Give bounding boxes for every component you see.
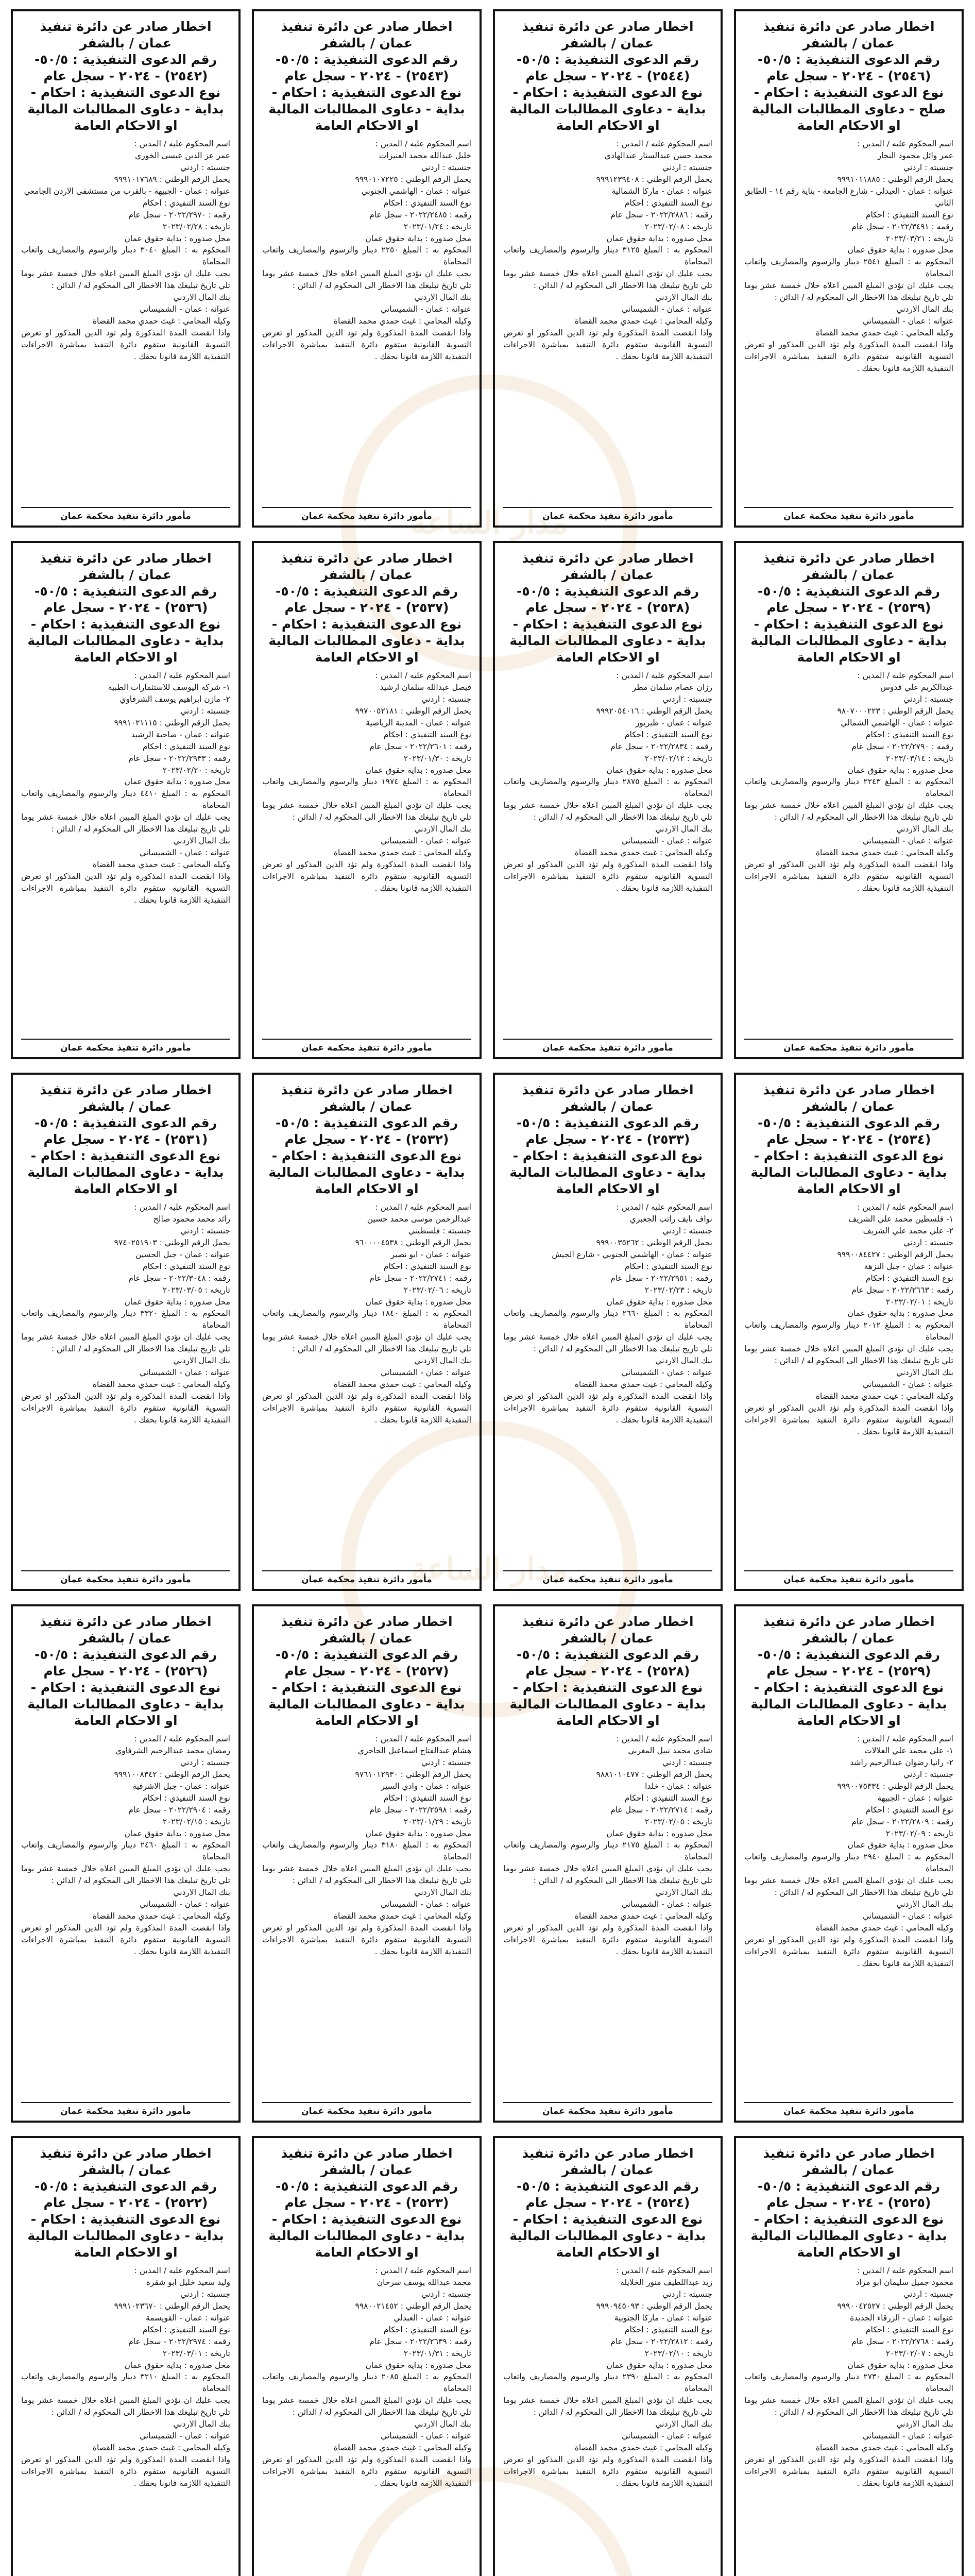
execution-notice <box>11 9 241 528</box>
execution-notice <box>493 541 723 1059</box>
execution-notice <box>252 2136 482 2576</box>
notice-title: اخطار صادر عن دائرة تنفيذ عمان / بالشفر رقم الدعوى التنفيذية : ٥٠/٥-(٢٥٤٦) - ٢٠٢٤ - سجل عام نوع الدعوى التنفيذية : احكام - صلح - دعاوى المطالبات المالية او الاحكام العامة <box>751 19 946 133</box>
execution-notice <box>11 541 241 1059</box>
notice-title: اخطار صادر عن دائرة تنفيذ عمان / بالشفر رقم الدعوى التنفيذية : ٥٠/٥-(٢٥٢٦) - ٢٠٢٤ - سجل عام نوع الدعوى التنفيذية : احكام - بداية - دعاوى المطالبات المالية او الاحكام العامة <box>27 1614 224 1728</box>
execution-notice <box>252 1073 482 1591</box>
execution-notice <box>493 1073 723 1591</box>
notice-body: اسم المحكوم عليه / المدين : محمد حسن عبدالستار عبدالهادي جنسيته : اردني يحمل الرقم الوطني : ٩٩٩١٢٣٩٤٠٨ عنوانه : عمان - ماركا الشمالية نوع السند التنفيذي : احكام رقمه : ٢٠٢٢/٢٨٨٦ - سجل عام تاريخه : ٢٠٢٣/٠٢/٠٨ محل صدوره : بداية حقوق عمان المحكوم به : المبلغ ٣١٢٥ دينار والرسوم والمصاريف واتعاب المحاماة يجب عليك ان تؤدي المبلغ المبين اعلاه خلال خمسة عشر يوما تلي تاريخ تبليغك هذا الاخطار الى المحكوم له / الدائن : بنك المال الاردني عنوانه : عمان - الشميساني وكيله المحامي : غيث حمدي محمد القضاة واذا انقضت المدة المذكورة ولم تؤد الدين المذكور او تعرض التسوية القانونية ستقوم دائرة التنفيذ بمباشرة الاجراءات التنفيذية اللازمة قانونا بحقك . <box>503 139 712 361</box>
execution-notice <box>734 1073 964 1591</box>
notice-title: اخطار صادر عن دائرة تنفيذ عمان / بالشفر رقم الدعوى التنفيذية : ٥٠/٥-(٢٥٣٩) - ٢٠٢٤ - سجل عام نوع الدعوى التنفيذية : احكام - بداية - دعاوى المطالبات المالية او الاحكام العامة <box>750 551 947 665</box>
notice-title: اخطار صادر عن دائرة تنفيذ عمان / بالشفر رقم الدعوى التنفيذية : ٥٠/٥-(٢٥٤٢) - ٢٠٢٤ - سجل عام نوع الدعوى التنفيذية : احكام - بداية - دعاوى المطالبات المالية او الاحكام العامة <box>27 19 224 133</box>
execution-notice <box>252 541 482 1059</box>
notice-footer: مأمور دائرة تنفيذ محكمة عمان <box>503 507 712 521</box>
notice-footer: مأمور دائرة تنفيذ محكمة عمان <box>503 1039 712 1053</box>
notice-title: اخطار صادر عن دائرة تنفيذ عمان / بالشفر رقم الدعوى التنفيذية : ٥٠/٥-(٢٥٤٤) - ٢٠٢٤ - سجل عام نوع الدعوى التنفيذية : احكام - بداية - دعاوى المطالبات المالية او الاحكام العامة <box>509 19 706 133</box>
notice-title: اخطار صادر عن دائرة تنفيذ عمان / بالشفر رقم الدعوى التنفيذية : ٥٠/٥-(٢٥٢٩) - ٢٠٢٤ - سجل عام نوع الدعوى التنفيذية : احكام - بداية - دعاوى المطالبات المالية او الاحكام العامة <box>750 1614 947 1728</box>
execution-notice <box>493 2136 723 2576</box>
notice-body: اسم المحكوم عليه / المدين : ١- فلسطين محمد علي الشريف ٢- علي محمد علي الشريف جنسيته : اردني يحمل الرقم الوطني : ٩٩٩٠٠٨٤٤٢٧ عنوانه : عمان - جبل النزهة نوع السند التنفيذي : احكام رقمه : ٢٠٢٢/٢٦٦٣ - سجل عام تاريخه : ٢٠٢٣/٠٢/٠١ محل صدوره : بداية حقوق عمان المحكوم به : المبلغ ٢٠١٢ دينار والرسوم والمصاريف واتعاب المحاماة يجب عليك ان تؤدي المبلغ المبين اعلاه خلال خمسة عشر يوما تلي تاريخ تبليغك هذا الاخطار الى المحكوم له / الدائن : بنك المال الاردني عنوانه : عمان - الشميساني وكيله المحامي : غيث حمدي محمد القضاة واذا انقضت المدة المذكورة ولم تؤد الدين المذكور او تعرض التسوية القانونية ستقوم دائرة التنفيذ بمباشرة الاجراءات التنفيذية اللازمة قانونا بحقك . <box>744 1202 953 1436</box>
notice-body: اسم المحكوم عليه / المدين : هشام عبدالفتاح اسماعيل الحاجري جنسيته : اردني يحمل الرقم الوطني : ٩٧٦١٠١٢٩٣٠ عنوانه : عمان - وادي السير نوع السند التنفيذي : احكام رقمه : ٢٠٢٢/٢٥٩٨ - سجل عام تاريخه : ٢٠٢٣/٠١/٢٩ محل صدوره : بداية حقوق عمان المحكوم به : المبلغ ٣١٨٠ دينار والرسوم والمصاريف واتعاب المحاماة يجب عليك ان تؤدي المبلغ المبين اعلاه خلال خمسة عشر يوما تلي تاريخ تبليغك هذا الاخطار الى المحكوم له / الدائن : بنك المال الاردني عنوانه : عمان - الشميساني وكيله المحامي : غيث حمدي محمد القضاة واذا انقضت المدة المذكورة ولم تؤد الدين المذكور او تعرض التسوية القانونية ستقوم دائرة التنفيذ بمباشرة الاجراءات التنفيذية اللازمة قانونا بحقك . <box>262 1734 471 1956</box>
execution-notice <box>734 1604 964 2123</box>
notice-title: اخطار صادر عن دائرة تنفيذ عمان / بالشفر رقم الدعوى التنفيذية : ٥٠/٥-(٢٥٤٣) - ٢٠٢٤ - سجل عام نوع الدعوى التنفيذية : احكام - بداية - دعاوى المطالبات المالية او الاحكام العامة <box>268 19 465 133</box>
notice-title: اخطار صادر عن دائرة تنفيذ عمان / بالشفر رقم الدعوى التنفيذية : ٥٠/٥-(٢٥٣٨) - ٢٠٢٤ - سجل عام نوع الدعوى التنفيذية : احكام - بداية - دعاوى المطالبات المالية او الاحكام العامة <box>509 551 706 665</box>
execution-notice <box>252 1604 482 2123</box>
notice-footer: مأمور دائرة تنفيذ محكمة عمان <box>744 507 953 521</box>
execution-notice <box>734 541 964 1059</box>
execution-notice <box>11 2136 241 2576</box>
notice-body: اسم المحكوم عليه / المدين : زيد عبداللطيف منور الخلايلة جنسيته : اردني يحمل الرقم الوطني : ٩٩٩٠٩٤٥٠٩٣ عنوانه : عمان - ماركا الجنوبية نوع السند التنفيذي : احكام رقمه : ٢٠٢٢/٢٨١٢ - سجل عام تاريخه : ٢٠٢٣/٠٢/١٠ محل صدوره : بداية حقوق عمان المحكوم به : المبلغ ٢٣٩٠ دينار والرسوم والمصاريف واتعاب المحاماة يجب عليك ان تؤدي المبلغ المبين اعلاه خلال خمسة عشر يوما تلي تاريخ تبليغك هذا الاخطار الى المحكوم له / الدائن : بنك المال الاردني عنوانه : عمان - الشميساني وكيله المحامي : غيث حمدي محمد القضاة واذا انقضت المدة المذكورة ولم تؤد الدين المذكور او تعرض التسوية القانونية ستقوم دائرة التنفيذ بمباشرة الاجراءات التنفيذية اللازمة قانونا بحقك . <box>503 2266 712 2488</box>
notice-body: اسم المحكوم عليه / المدين : فيصل عبدالله سلمان ارشيد جنسيته : اردني يحمل الرقم الوطني : ٩٩٧٠٠٥٢١٨١ عنوانه : عمان - المدينة الرياضية نوع السند التنفيذي : احكام رقمه : ٢٠٢٢/٢٦٠١ - سجل عام تاريخه : ٢٠٢٣/٠١/٣٠ محل صدوره : بداية حقوق عمان المحكوم به : المبلغ ١٩٧٤ دينار والرسوم والمصاريف واتعاب المحاماة يجب عليك ان تؤدي المبلغ المبين اعلاه خلال خمسة عشر يوما تلي تاريخ تبليغك هذا الاخطار الى المحكوم له / الدائن : بنك المال الاردني عنوانه : عمان - الشميساني وكيله المحامي : غيث حمدي محمد القضاة واذا انقضت المدة المذكورة ولم تؤد الدين المذكور او تعرض التسوية القانونية ستقوم دائرة التنفيذ بمباشرة الاجراءات التنفيذية اللازمة قانونا بحقك . <box>262 671 471 893</box>
notice-title: اخطار صادر عن دائرة تنفيذ عمان / بالشفر رقم الدعوى التنفيذية : ٥٠/٥-(٢٥٣٦) - ٢٠٢٤ - سجل عام نوع الدعوى التنفيذية : احكام - بداية - دعاوى المطالبات المالية او الاحكام العامة <box>27 551 224 665</box>
notice-footer: مأمور دائرة تنفيذ محكمة عمان <box>503 1570 712 1585</box>
notice-body: اسم المحكوم عليه / المدين : ١- علي محمد علي العلالات ٢- رانيا رضوان عبدالرحيم راشد جنسيته : اردني يحمل الرقم الوطني : ٩٩٩٠٠٧٥٣٣٤ عنوانه : عمان - الجبيهة نوع السند التنفيذي : احكام رقمه : ٢٠٢٢/٢٨٠٩ - سجل عام تاريخه : ٢٠٢٣/٠٢/٠٩ محل صدوره : بداية حقوق عمان المحكوم به : المبلغ ٢٩٤٠ دينار والرسوم والمصاريف واتعاب المحاماة يجب عليك ان تؤدي المبلغ المبين اعلاه خلال خمسة عشر يوما تلي تاريخ تبليغك هذا الاخطار الى المحكوم له / الدائن : بنك المال الاردني عنوانه : عمان - الشميساني وكيله المحامي : غيث حمدي محمد القضاة واذا انقضت المدة المذكورة ولم تؤد الدين المذكور او تعرض التسوية القانونية ستقوم دائرة التنفيذ بمباشرة الاجراءات التنفيذية اللازمة قانونا بحقك . <box>744 1734 953 1968</box>
notice-body: اسم المحكوم عليه / المدين : عبدالكريم علي قدوس جنسيته : اردني يحمل الرقم الوطني : ٩٨٠٧٠٠٠٢٢٣ عنوانه : عمان - الهاشمي الشمالي نوع السند التنفيذي : احكام رقمه : ٢٠٢٢/٢٧٩٠ - سجل عام تاريخه : ٢٠٢٣/٠٣/١٤ محل صدوره : بداية حقوق عمان المحكوم به : المبلغ ٢٢٤٣ دينار والرسوم والمصاريف واتعاب المحاماة يجب عليك ان تؤدي المبلغ المبين اعلاه خلال خمسة عشر يوما تلي تاريخ تبليغك هذا الاخطار الى المحكوم له / الدائن : بنك المال الاردني عنوانه : عمان - الشميساني وكيله المحامي : غيث حمدي محمد القضاة واذا انقضت المدة المذكورة ولم تؤد الدين المذكور او تعرض التسوية القانونية ستقوم دائرة التنفيذ بمباشرة الاجراءات التنفيذية اللازمة قانونا بحقك . <box>744 671 953 893</box>
execution-notice <box>493 1604 723 2123</box>
notice-title: اخطار صادر عن دائرة تنفيذ عمان / بالشفر رقم الدعوى التنفيذية : ٥٠/٥-(٢٥٢٥) - ٢٠٢٤ - سجل عام نوع الدعوى التنفيذية : احكام - بداية - دعاوى المطالبات المالية او الاحكام العامة <box>750 2146 947 2260</box>
notice-body: اسم المحكوم عليه / المدين : عبدالرحمن موسى محمد حسين جنسيته : فلسطيني يحمل الرقم الوطني : ٩٦٠٠٠٠٤٥٣٨ عنوانه : عمان - ابو نصير نوع السند التنفيذي : احكام رقمه : ٢٠٢٢/٢٧٤١ - سجل عام تاريخه : ٢٠٢٣/٠٢/٠٦ محل صدوره : بداية حقوق عمان المحكوم به : المبلغ ١٨٤٠ دينار والرسوم والمصاريف واتعاب المحاماة يجب عليك ان تؤدي المبلغ المبين اعلاه خلال خمسة عشر يوما تلي تاريخ تبليغك هذا الاخطار الى المحكوم له / الدائن : بنك المال الاردني عنوانه : عمان - الشميساني وكيله المحامي : غيث حمدي محمد القضاة واذا انقضت المدة المذكورة ولم تؤد الدين المذكور او تعرض التسوية القانونية ستقوم دائرة التنفيذ بمباشرة الاجراءات التنفيذية اللازمة قانونا بحقك . <box>262 1202 471 1425</box>
notice-body: اسم المحكوم عليه / المدين : رائد محمد محمود صالح جنسيته : اردني يحمل الرقم الوطني : ٩٧٤٠٢٥١٩٠٣ عنوانه : عمان - جبل الحسين نوع السند التنفيذي : احكام رقمه : ٢٠٢٢/٣٠٤٨ - سجل عام تاريخه : ٢٠٢٣/٠٣/٠٥ محل صدوره : بداية حقوق عمان المحكوم به : المبلغ ٣٣٢٠ دينار والرسوم والمصاريف واتعاب المحاماة يجب عليك ان تؤدي المبلغ المبين اعلاه خلال خمسة عشر يوما تلي تاريخ تبليغك هذا الاخطار الى المحكوم له / الدائن : بنك المال الاردني عنوانه : عمان - الشميساني وكيله المحامي : غيث حمدي محمد القضاة واذا انقضت المدة المذكورة ولم تؤد الدين المذكور او تعرض التسوية القانونية ستقوم دائرة التنفيذ بمباشرة الاجراءات التنفيذية اللازمة قانونا بحقك . <box>21 1202 230 1425</box>
notice-body: اسم المحكوم عليه / المدين : شادي محمد نبيل المغربي جنسيته : اردني يحمل الرقم الوطني : ٩٨٨١٠١٠٤٧٧ عنوانه : عمان - خلدا نوع السند التنفيذي : احكام رقمه : ٢٠٢٢/٢٧١٤ - سجل عام تاريخه : ٢٠٢٣/٠٢/٠٥ محل صدوره : بداية حقوق عمان المحكوم به : المبلغ ٢١٧٥ دينار والرسوم والمصاريف واتعاب المحاماة يجب عليك ان تؤدي المبلغ المبين اعلاه خلال خمسة عشر يوما تلي تاريخ تبليغك هذا الاخطار الى المحكوم له / الدائن : بنك المال الاردني عنوانه : عمان - الشميساني وكيله المحامي : غيث حمدي محمد القضاة واذا انقضت المدة المذكورة ولم تؤد الدين المذكور او تعرض التسوية القانونية ستقوم دائرة التنفيذ بمباشرة الاجراءات التنفيذية اللازمة قانونا بحقك . <box>503 1734 712 1956</box>
notice-body: اسم المحكوم عليه / المدين : محمود جميل سليمان ابو مراد جنسيته : اردني يحمل الرقم الوطني : ٩٩٩٠٠٤٢٥٢٧ عنوانه : عمان - الزرقاء الجديدة نوع السند التنفيذي : احكام رقمه : ٢٠٢٢/٢٧٦٨ - سجل عام تاريخه : ٢٠٢٣/٠٢/٠٧ محل صدوره : بداية حقوق عمان المحكوم به : المبلغ ٢٧٣٠ دينار والرسوم والمصاريف واتعاب المحاماة يجب عليك ان تؤدي المبلغ المبين اعلاه خلال خمسة عشر يوما تلي تاريخ تبليغك هذا الاخطار الى المحكوم له / الدائن : بنك المال الاردني عنوانه : عمان - الشميساني وكيله المحامي : غيث حمدي محمد القضاة واذا انقضت المدة المذكورة ولم تؤد الدين المذكور او تعرض التسوية القانونية ستقوم دائرة التنفيذ بمباشرة الاجراءات التنفيذية اللازمة قانونا بحقك . <box>744 2266 953 2488</box>
notices-grid <box>11 9 964 2576</box>
notice-title: اخطار صادر عن دائرة تنفيذ عمان / بالشفر رقم الدعوى التنفيذية : ٥٠/٥-(٢٥٢٨) - ٢٠٢٤ - سجل عام نوع الدعوى التنفيذية : احكام - بداية - دعاوى المطالبات المالية او الاحكام العامة <box>509 1614 706 1728</box>
notice-body: اسم المحكوم عليه / المدين : خليل عبدالله محمد العنيزات جنسيته : اردني يحمل الرقم الوطني : ٩٩٩٠١٠٧٢٢٥ عنوانه : عمان - الهاشمي الجنوبي نوع السند التنفيذي : احكام رقمه : ٢٠٢٢/٢٤٨٥ - سجل عام تاريخه : ٢٠٢٣/٠١/٢٤ محل صدوره : بداية حقوق عمان المحكوم به : المبلغ ٢٢٥٠ دينار والرسوم والمصاريف واتعاب المحاماة يجب عليك ان تؤدي المبلغ المبين اعلاه خلال خمسة عشر يوما تلي تاريخ تبليغك هذا الاخطار الى المحكوم له / الدائن : بنك المال الاردني عنوانه : عمان - الشميساني وكيله المحامي : غيث حمدي محمد القضاة واذا انقضت المدة المذكورة ولم تؤد الدين المذكور او تعرض التسوية القانونية ستقوم دائرة التنفيذ بمباشرة الاجراءات التنفيذية اللازمة قانونا بحقك . <box>262 139 471 361</box>
notice-title: اخطار صادر عن دائرة تنفيذ عمان / بالشفر رقم الدعوى التنفيذية : ٥٠/٥-(٢٥٢٤) - ٢٠٢٤ - سجل عام نوع الدعوى التنفيذية : احكام - بداية - دعاوى المطالبات المالية او الاحكام العامة <box>509 2146 706 2260</box>
notice-body: اسم المحكوم عليه / المدين : رزان عصام سلمان مطر جنسيته : اردني يحمل الرقم الوطني : ٩٩٩٢٠٥٤٠١٦ عنوانه : عمان - طبربور نوع السند التنفيذي : احكام رقمه : ٢٠٢٢/٢٨٣٤ - سجل عام تاريخه : ٢٠٢٣/٠٢/١٢ محل صدوره : بداية حقوق عمان المحكوم به : المبلغ ٢٨٧٥ دينار والرسوم والمصاريف واتعاب المحاماة يجب عليك ان تؤدي المبلغ المبين اعلاه خلال خمسة عشر يوما تلي تاريخ تبليغك هذا الاخطار الى المحكوم له / الدائن : بنك المال الاردني عنوانه : عمان - الشميساني وكيله المحامي : غيث حمدي محمد القضاة واذا انقضت المدة المذكورة ولم تؤد الدين المذكور او تعرض التسوية القانونية ستقوم دائرة التنفيذ بمباشرة الاجراءات التنفيذية اللازمة قانونا بحقك . <box>503 671 712 893</box>
execution-notice <box>252 9 482 528</box>
notice-title: اخطار صادر عن دائرة تنفيذ عمان / بالشفر رقم الدعوى التنفيذية : ٥٠/٥-(٢٥٢٣) - ٢٠٢٤ - سجل عام نوع الدعوى التنفيذية : احكام - بداية - دعاوى المطالبات المالية او الاحكام العامة <box>268 2146 465 2260</box>
notice-title: اخطار صادر عن دائرة تنفيذ عمان / بالشفر رقم الدعوى التنفيذية : ٥٠/٥-(٢٥٣٣) - ٢٠٢٤ - سجل عام نوع الدعوى التنفيذية : احكام - بداية - دعاوى المطالبات المالية او الاحكام العامة <box>509 1082 706 1196</box>
execution-notice <box>11 1604 241 2123</box>
notice-footer: مأمور دائرة تنفيذ محكمة عمان <box>262 1039 471 1053</box>
execution-notice <box>493 9 723 528</box>
notice-body: اسم المحكوم عليه / المدين : وليد سعيد خليل ابو شقرة جنسيته : اردني يحمل الرقم الوطني : ٩٩٩١٠٢٣٦٧٠ عنوانه : عمان - القويسمة نوع السند التنفيذي : احكام رقمه : ٢٠٢٢/٢٩٧٤ - سجل عام تاريخه : ٢٠٢٣/٠٣/٠١ محل صدوره : بداية حقوق عمان المحكوم به : المبلغ ٣٢١٠ دينار والرسوم والمصاريف واتعاب المحاماة يجب عليك ان تؤدي المبلغ المبين اعلاه خلال خمسة عشر يوما تلي تاريخ تبليغك هذا الاخطار الى المحكوم له / الدائن : بنك المال الاردني عنوانه : عمان - الشميساني وكيله المحامي : غيث حمدي محمد القضاة واذا انقضت المدة المذكورة ولم تؤد الدين المذكور او تعرض التسوية القانونية ستقوم دائرة التنفيذ بمباشرة الاجراءات التنفيذية اللازمة قانونا بحقك . <box>21 2266 230 2488</box>
execution-notice <box>734 2136 964 2576</box>
watermark-text: مدار الساعة <box>410 505 568 541</box>
notice-footer: مأمور دائرة تنفيذ محكمة عمان <box>21 507 230 521</box>
notice-footer: مأمور دائرة تنفيذ محكمة عمان <box>21 1039 230 1053</box>
notice-footer: مأمور دائرة تنفيذ محكمة عمان <box>503 2102 712 2116</box>
notice-body: اسم المحكوم عليه / المدين : نواف نايف راتب الجعبري جنسيته : اردني يحمل الرقم الوطني : ٩٩٩٠٠٣٥٢٦٢ عنوانه : عمان - الهاشمي الجنوبي - شارع الجيش نوع السند التنفيذي : احكام رقمه : ٢٠٢٢/٢٩٥١ - سجل عام تاريخه : ٢٠٢٣/٠٢/٢٣ محل صدوره : بداية حقوق عمان المحكوم به : المبلغ ٢٦٦٠ دينار والرسوم والمصاريف واتعاب المحاماة يجب عليك ان تؤدي المبلغ المبين اعلاه خلال خمسة عشر يوما تلي تاريخ تبليغك هذا الاخطار الى المحكوم له / الدائن : بنك المال الاردني عنوانه : عمان - الشميساني وكيله المحامي : غيث حمدي محمد القضاة واذا انقضت المدة المذكورة ولم تؤد الدين المذكور او تعرض التسوية القانونية ستقوم دائرة التنفيذ بمباشرة الاجراءات التنفيذية اللازمة قانونا بحقك . <box>503 1202 712 1425</box>
notice-footer: مأمور دائرة تنفيذ محكمة عمان <box>262 2102 471 2116</box>
execution-notice <box>734 9 964 528</box>
notice-body: اسم المحكوم عليه / المدين : عمر وائل محمود النجار جنسيته : اردني يحمل الرقم الوطني : ٩٩٩١٠١١٨٨٥ عنوانه : عمان - العبدلي - شارع الجامعة - بناية رقم ١٤ - الطابق الثاني نوع السند التنفيذي : احكام رقمه : ٢٠٢٢/٣٤٩١ - سجل عام تاريخه : ٢٠٢٣/٠٣/٢١ محل صدوره : بداية حقوق عمان المحكوم به : المبلغ ٢٥٤١ دينار والرسوم والمصاريف واتعاب المحاماة يجب عليك ان تؤدي المبلغ المبين اعلاه خلال خمسة عشر يوما تلي تاريخ تبليغك هذا الاخطار الى المحكوم له / الدائن : بنك المال الاردني عنوانه : عمان - الشميساني وكيله المحامي : غيث حمدي محمد القضاة واذا انقضت المدة المذكورة ولم تؤد الدين المذكور او تعرض التسوية القانونية ستقوم دائرة التنفيذ بمباشرة الاجراءات التنفيذية اللازمة قانونا بحقك . <box>744 139 953 373</box>
notice-title: اخطار صادر عن دائرة تنفيذ عمان / بالشفر رقم الدعوى التنفيذية : ٥٠/٥-(٢٥٣٧) - ٢٠٢٤ - سجل عام نوع الدعوى التنفيذية : احكام - بداية - دعاوى المطالبات المالية او الاحكام العامة <box>268 551 465 665</box>
execution-notice <box>11 1073 241 1591</box>
notice-footer: مأمور دائرة تنفيذ محكمة عمان <box>21 1570 230 1585</box>
notice-footer: مأمور دائرة تنفيذ محكمة عمان <box>21 2102 230 2116</box>
notice-body: اسم المحكوم عليه / المدين : رمضان محمد عبدالرحيم الشرفاوي جنسيته : اردني يحمل الرقم الوطني : ٩٩٩١٠٠٨٣٤٢ عنوانه : عمان - جبل الاشرفية نوع السند التنفيذي : احكام رقمه : ٢٠٢٢/٢٩٠٤ - سجل عام تاريخه : ٢٠٢٣/٠٢/١٥ محل صدوره : بداية حقوق عمان المحكوم به : المبلغ ٢٤٦٠ دينار والرسوم والمصاريف واتعاب المحاماة يجب عليك ان تؤدي المبلغ المبين اعلاه خلال خمسة عشر يوما تلي تاريخ تبليغك هذا الاخطار الى المحكوم له / الدائن : بنك المال الاردني عنوانه : عمان - الشميساني وكيله المحامي : غيث حمدي محمد القضاة واذا انقضت المدة المذكورة ولم تؤد الدين المذكور او تعرض التسوية القانونية ستقوم دائرة التنفيذ بمباشرة الاجراءات التنفيذية اللازمة قانونا بحقك . <box>21 1734 230 1956</box>
notice-title: اخطار صادر عن دائرة تنفيذ عمان / بالشفر رقم الدعوى التنفيذية : ٥٠/٥-(٢٥٢٢) - ٢٠٢٤ - سجل عام نوع الدعوى التنفيذية : احكام - بداية - دعاوى المطالبات المالية او الاحكام العامة <box>27 2146 224 2260</box>
notice-title: اخطار صادر عن دائرة تنفيذ عمان / بالشفر رقم الدعوى التنفيذية : ٥٠/٥-(٢٥٣٢) - ٢٠٢٤ - سجل عام نوع الدعوى التنفيذية : احكام - بداية - دعاوى المطالبات المالية او الاحكام العامة <box>268 1082 465 1196</box>
watermark-text: مدار الساعة <box>410 1551 568 1587</box>
notice-body: اسم المحكوم عليه / المدين : عمر عز الدين عيسى الخوري جنسيته : اردني يحمل الرقم الوطني : ٩٩٩١٠١٧٦٨٩ عنوانه : عمان - الجبيهة - بالقرب من مستشفى الاردن الجامعي نوع السند التنفيذي : احكام رقمه : ٢٠٢٢/٢٩٧٠ - سجل عام تاريخه : ٢٠٢٣/٠٢/٢٨ محل صدوره : بداية حقوق عمان المحكوم به : المبلغ ٣٠٤٠ دينار والرسوم والمصاريف واتعاب المحاماة يجب عليك ان تؤدي المبلغ المبين اعلاه خلال خمسة عشر يوما تلي تاريخ تبليغك هذا الاخطار الى المحكوم له / الدائن : بنك المال الاردني عنوانه : عمان - الشميساني وكيله المحامي : غيث حمدي محمد القضاة واذا انقضت المدة المذكورة ولم تؤد الدين المذكور او تعرض التسوية القانونية ستقوم دائرة التنفيذ بمباشرة الاجراءات التنفيذية اللازمة قانونا بحقك . <box>21 139 230 361</box>
notice-footer: مأمور دائرة تنفيذ محكمة عمان <box>262 1570 471 1585</box>
notice-footer: مأمور دائرة تنفيذ محكمة عمان <box>262 507 471 521</box>
notice-title: اخطار صادر عن دائرة تنفيذ عمان / بالشفر رقم الدعوى التنفيذية : ٥٠/٥-(٢٥٣١) - ٢٠٢٤ - سجل عام نوع الدعوى التنفيذية : احكام - بداية - دعاوى المطالبات المالية او الاحكام العامة <box>27 1082 224 1196</box>
notice-body: اسم المحكوم عليه / المدين : محمد عبدالله يوسف سرحان جنسيته : اردني يحمل الرقم الوطني : ٩٩٨٠٠٢١٤٥٢ عنوانه : عمان - العبدلي نوع السند التنفيذي : احكام رقمه : ٢٠٢٢/٢٦٣٩ - سجل عام تاريخه : ٢٠٢٣/٠١/٣١ محل صدوره : بداية حقوق عمان المحكوم به : المبلغ ٢٠٨٥ دينار والرسوم والمصاريف واتعاب المحاماة يجب عليك ان تؤدي المبلغ المبين اعلاه خلال خمسة عشر يوما تلي تاريخ تبليغك هذا الاخطار الى المحكوم له / الدائن : بنك المال الاردني عنوانه : عمان - الشميساني وكيله المحامي : غيث حمدي محمد القضاة واذا انقضت المدة المذكورة ولم تؤد الدين المذكور او تعرض التسوية القانونية ستقوم دائرة التنفيذ بمباشرة الاجراءات التنفيذية اللازمة قانونا بحقك . <box>262 2266 471 2488</box>
notice-footer: مأمور دائرة تنفيذ محكمة عمان <box>744 2102 953 2116</box>
notice-title: اخطار صادر عن دائرة تنفيذ عمان / بالشفر رقم الدعوى التنفيذية : ٥٠/٥-(٢٥٢٧) - ٢٠٢٤ - سجل عام نوع الدعوى التنفيذية : احكام - بداية - دعاوى المطالبات المالية او الاحكام العامة <box>268 1614 465 1728</box>
notice-footer: مأمور دائرة تنفيذ محكمة عمان <box>744 1039 953 1053</box>
notice-body: اسم المحكوم عليه / المدين : ١- شركة اليوسف للاستثمارات الطبية ٢- مازن ابراهيم يوسف الشرفاوي جنسيته : اردني يحمل الرقم الوطني : ٩٩٩١٠٢١١١٥ عنوانه : عمان - ضاحية الرشيد نوع السند التنفيذي : احكام رقمه : ٢٠٢٢/٢٩٣٣ - سجل عام تاريخه : ٢٠٢٣/٠٢/٢٠ محل صدوره : بداية حقوق عمان المحكوم به : المبلغ ٤٤١٠ دينار والرسوم والمصاريف واتعاب المحاماة يجب عليك ان تؤدي المبلغ المبين اعلاه خلال خمسة عشر يوما تلي تاريخ تبليغك هذا الاخطار الى المحكوم له / الدائن : بنك المال الاردني عنوانه : عمان - الشميساني وكيله المحامي : غيث حمدي محمد القضاة واذا انقضت المدة المذكورة ولم تؤد الدين المذكور او تعرض التسوية القانونية ستقوم دائرة التنفيذ بمباشرة الاجراءات التنفيذية اللازمة قانونا بحقك . <box>21 671 230 905</box>
notice-footer: مأمور دائرة تنفيذ محكمة عمان <box>744 1570 953 1585</box>
notice-title: اخطار صادر عن دائرة تنفيذ عمان / بالشفر رقم الدعوى التنفيذية : ٥٠/٥-(٢٥٣٤) - ٢٠٢٤ - سجل عام نوع الدعوى التنفيذية : احكام - بداية - دعاوى المطالبات المالية او الاحكام العامة <box>750 1082 947 1196</box>
